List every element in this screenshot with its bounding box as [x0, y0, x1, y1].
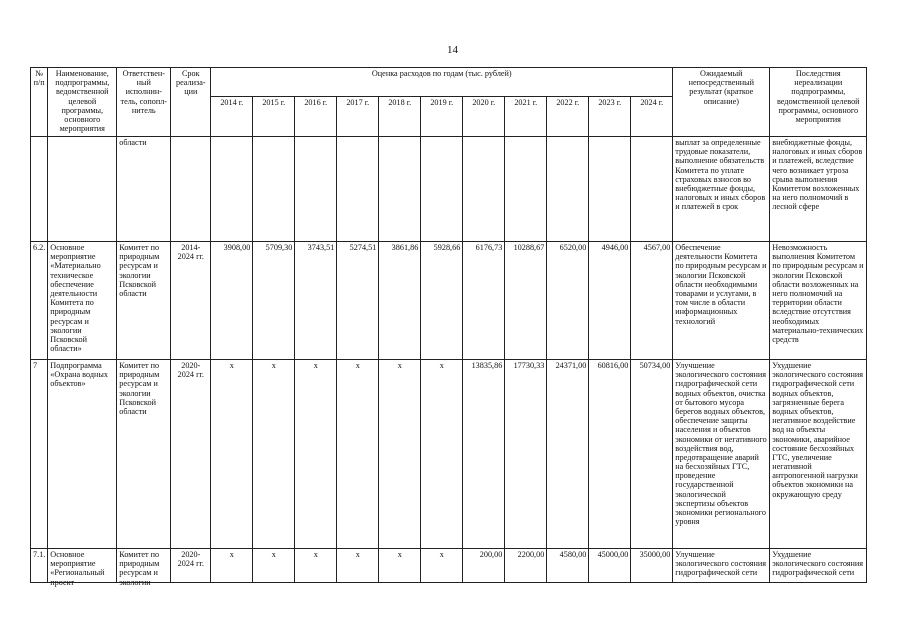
- header-consequences: Последствия нереализации подпрограммы, ведомственной целевой программы, основного мероприятия: [770, 68, 867, 137]
- row-value: x: [253, 360, 295, 549]
- row-value: [631, 137, 673, 242]
- row-value: x: [421, 360, 463, 549]
- row-term: 2020-2024 гг.: [171, 549, 211, 583]
- row-num: [31, 549, 48, 583]
- row-num: [31, 137, 48, 242]
- row-executor: Комитет по природным ресурсам и экологии: [119, 550, 160, 587]
- row-value: [421, 137, 463, 242]
- row-value: x: [337, 360, 379, 549]
- year-header: 2019 г.: [421, 96, 463, 136]
- row-term: 2020-2024 гг.: [171, 360, 211, 549]
- row-value: 2200,00: [505, 549, 547, 583]
- row-value: 50734,00: [631, 360, 673, 549]
- header-term: Срок реализа-ции: [171, 68, 211, 137]
- row-result: Улучшение экологического состояния гидрографической сети водных объектов, очистка от бытового мусора берегов водных объектов, обеспечение защиты населения и объектов экономики от негативного воздействия вод, предотвращение аварий на бесхозяйных ГТС, проведение государственной экологической экспертизы объектов экономики регионального уровня: [673, 360, 770, 549]
- row-value: [253, 137, 295, 242]
- row-value: x: [211, 549, 253, 583]
- row-executor-cell: [117, 549, 171, 587]
- row-name: Основное мероприятие «Материально техническое обеспечение деятельности Комитета по природным ресурсам и экологии Псковской области»: [48, 242, 117, 360]
- row-value: 5274,51: [337, 242, 379, 360]
- row-name-cell: [48, 549, 117, 587]
- year-header: 2021 г.: [505, 96, 547, 136]
- row-consequences-cell: [770, 549, 867, 583]
- row-value: 3861,86: [379, 242, 421, 360]
- row-result: Обеспечение деятельности Комитета по природным ресурсам и экологии Псковской области необходимыми товарами и услугами, в том числе в области информационных технологий: [673, 242, 770, 360]
- row-value: 5709,30: [253, 242, 295, 360]
- row-value: [589, 137, 631, 242]
- row-consequences: внебюджетные фонды, налоговых и иных сборов и платежей, вследствие чего возникает угроза срыва выполнения Комитетом возложенных на него полномочий в лесной сфере: [770, 137, 867, 242]
- row-value: 5928,66: [421, 242, 463, 360]
- row-value: x: [379, 549, 421, 583]
- year-header: 2024 г.: [631, 96, 673, 136]
- row-value: 45000,00: [589, 549, 631, 583]
- row-value: 3743,51: [295, 242, 337, 360]
- row-value: x: [211, 360, 253, 549]
- row-name: Подпрограмма «Охрана водных объектов»: [48, 360, 117, 549]
- header-costs: Оценка расходов по годам (тыс. рублей): [211, 68, 673, 97]
- row-value: x: [421, 549, 463, 583]
- row-result-cell: [673, 549, 770, 583]
- page-number: 14: [447, 44, 458, 56]
- header-num: № п/п: [31, 68, 48, 137]
- row-value: 35000,00: [631, 549, 673, 583]
- row-executor: области: [117, 137, 171, 242]
- row-name: [48, 137, 117, 242]
- row-value: 4567,00: [631, 242, 673, 360]
- row-value: x: [253, 549, 295, 583]
- row-value: [211, 137, 253, 242]
- header-row: [31, 68, 867, 97]
- row-consequences: Ухудшение экологического состояния гидрографической сети водных объектов, загрязненные берега водных объектов, негативное воздействие вод на объекты экономики, аварийное состояние бесхозяйных ГТС, увеличение негативной антропогенной нагрузки объектов экономики на окружающую среду: [770, 360, 867, 549]
- header-name: Наименование, подпрограммы, ведомственной целевой программы, основного мероприятия: [48, 68, 117, 137]
- row-value: [463, 137, 505, 242]
- year-header: 2014 г.: [211, 96, 253, 136]
- row-num: 6.2.: [31, 242, 48, 360]
- row-value: 4946,00: [589, 242, 631, 360]
- year-header: 2022 г.: [547, 96, 589, 136]
- row-consequences: Ухудшение экологического состояния гидрографической сети: [772, 550, 864, 578]
- row-value: 60816,00: [589, 360, 631, 549]
- year-header: 2018 г.: [379, 96, 421, 136]
- row-num-text: 7.1.: [33, 550, 46, 559]
- row-value: 10288,67: [505, 242, 547, 360]
- row-value: x: [337, 549, 379, 583]
- header-executor: Ответствен-ный исполнин-тель, сопопл-нитель: [117, 68, 171, 137]
- row-name: Основное мероприятие «Региональный проект: [50, 550, 105, 587]
- row-value: 13835,86: [463, 360, 505, 549]
- row-value: 6176,73: [463, 242, 505, 360]
- row-value: 17730,33: [505, 360, 547, 549]
- row-value: [547, 137, 589, 242]
- row-result: Улучшение экологического состояния гидрографической сети: [675, 550, 767, 578]
- row-value: [505, 137, 547, 242]
- year-header: 2015 г.: [253, 96, 295, 136]
- row-value: 4580,00: [547, 549, 589, 583]
- row-value: x: [295, 360, 337, 549]
- row-value: [295, 137, 337, 242]
- table-row: [31, 137, 867, 242]
- table-row: [31, 549, 867, 583]
- table-row: [31, 360, 867, 549]
- row-value: 6520,00: [547, 242, 589, 360]
- row-value: [379, 137, 421, 242]
- table-row: [31, 242, 867, 360]
- row-executor: Комитет по природным ресурсам и экологии Псковской области: [117, 242, 171, 360]
- row-consequences: Невозможность выполнения Комитетом по природным ресурсам и экологии Псковской области возложенных на него полномочий на территории области вследствие отсутствия необходимых материально-технических средств: [770, 242, 867, 360]
- row-executor: Комитет по природным ресурсам и экологии Псковской области: [117, 360, 171, 549]
- expense-table: [30, 67, 867, 587]
- row-term: 2014-2024 гг.: [171, 242, 211, 360]
- row-term: [171, 137, 211, 242]
- row-value: 200,00: [463, 549, 505, 583]
- header-result: Ожидаемый непосредственный результат (краткое описание): [673, 68, 770, 137]
- row-value: x: [295, 549, 337, 583]
- row-num: 7: [31, 360, 48, 549]
- row-value: x: [379, 360, 421, 549]
- row-result: выплат за определенные трудовые показатели, выполнение обязательств Комитета по уплате страховых взносов во внебюджетные фонды, налоговых и иных сборов и платежей в срок: [673, 137, 770, 242]
- year-header: 2023 г.: [589, 96, 631, 136]
- year-header: 2020 г.: [463, 96, 505, 136]
- year-header: 2016 г.: [295, 96, 337, 136]
- row-value: [337, 137, 379, 242]
- year-header: 2017 г.: [337, 96, 379, 136]
- row-value: 3908,00: [211, 242, 253, 360]
- row-value: 24371,00: [547, 360, 589, 549]
